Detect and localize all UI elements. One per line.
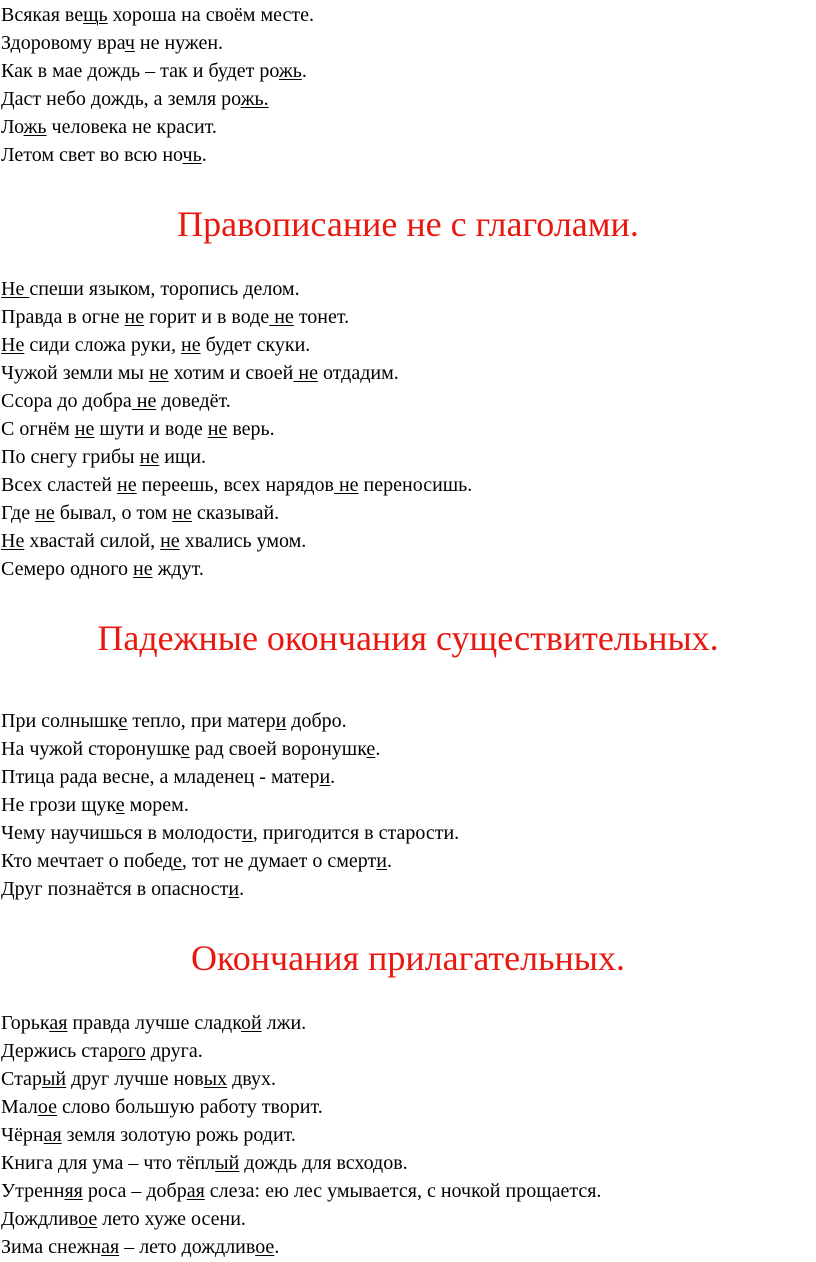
highlighted-spelling: ое [255, 1236, 275, 1258]
text-segment: Правда в огне [1, 306, 125, 328]
text-segment: . [301, 60, 307, 82]
text-segment: двух. [227, 1068, 277, 1090]
text-segment: . [386, 850, 392, 872]
proverb-line [1, 361, 399, 385]
text-segment: При солнышк [1, 710, 119, 732]
highlighted-spelling: ый [41, 1068, 67, 1090]
text-segment: Здоровому вра [1, 32, 125, 54]
section-heading: Окончания прилагательных. [191, 938, 625, 978]
highlighted-spelling: ого [118, 1040, 146, 1062]
proverb-line [1, 59, 307, 83]
text-segment: морем. [124, 794, 189, 816]
proverb-line [1, 115, 217, 139]
highlighted-spelling: Не [1, 530, 25, 552]
section-heading: Правописание не с глаголами. [177, 204, 639, 244]
text-segment: отдадим. [317, 362, 399, 384]
section-heading: Падежные окончания существительных. [97, 618, 719, 658]
text-segment: горит и в воде [144, 306, 270, 328]
proverb-line [1, 1095, 323, 1119]
text-segment: Книга для ума – что тёпл [1, 1152, 216, 1174]
highlighted-spelling: не [131, 390, 157, 412]
highlighted-spelling: не [148, 362, 169, 384]
text-segment: , тот не думает о смерт [181, 850, 377, 872]
text-segment: доведёт. [156, 390, 231, 412]
proverb-line [1, 793, 189, 817]
highlighted-spelling: не [74, 418, 95, 440]
highlighted-spelling: не [133, 558, 153, 580]
highlighted-spelling: и [228, 878, 240, 900]
text-segment: друга. [145, 1040, 203, 1062]
proverb-line [1, 1151, 408, 1175]
text-segment: Ло [1, 116, 24, 138]
highlighted-spelling: е [118, 710, 128, 732]
highlighted-spelling: не [207, 418, 228, 440]
text-segment: бывал, о том [54, 502, 173, 524]
highlighted-spelling: не [333, 474, 359, 496]
text-segment: спеши языком, торопись делом. [29, 278, 300, 300]
proverb-line [1, 501, 279, 525]
text-segment: хороша на своём месте. [107, 4, 314, 26]
proverb-line [1, 1067, 276, 1091]
text-segment: Даст небо дождь, а земля ро [1, 88, 241, 110]
text-segment: хвастай силой, [24, 530, 161, 552]
text-segment: тонет. [293, 306, 350, 328]
text-segment: тепло, при матер [127, 710, 276, 732]
proverb-line [1, 1235, 279, 1259]
proverb-line [1, 529, 306, 553]
highlighted-spelling: ое [78, 1208, 98, 1230]
proverb-line [1, 737, 380, 761]
text-segment: ждут. [152, 558, 204, 580]
text-segment: переносишь. [358, 474, 473, 496]
text-segment: Дождлив [1, 1208, 79, 1230]
text-segment: Друг познаётся в опасност [1, 878, 229, 900]
proverb-line [1, 1207, 246, 1231]
highlighted-spelling: ая [43, 1124, 62, 1146]
text-segment: Как в мае дождь – так и будет ро [1, 60, 279, 82]
text-segment: Всех сластей [1, 474, 118, 496]
text-segment: Держись стар [1, 1040, 119, 1062]
highlighted-spelling: не [117, 474, 137, 496]
text-segment: Семеро одного [1, 558, 134, 580]
proverb-line [1, 417, 275, 441]
text-segment: дождь для всходов. [239, 1152, 408, 1174]
proverb-line [1, 877, 244, 901]
highlighted-spelling: ч [124, 32, 135, 54]
proverb-line [1, 709, 347, 733]
highlighted-spelling: жь. [240, 88, 269, 110]
highlighted-spelling: не [139, 446, 160, 468]
text-segment: Чёрн [1, 1124, 44, 1146]
highlighted-spelling: не [293, 362, 318, 384]
text-segment: сиди сложа руки, [24, 334, 181, 356]
highlighted-spelling: Не [1, 334, 25, 356]
text-segment: роса – добр [82, 1180, 187, 1202]
highlighted-spelling: яя [64, 1180, 83, 1202]
highlighted-spelling: е [180, 738, 190, 760]
highlighted-spelling: жь [23, 116, 47, 138]
text-segment: шути и воде [94, 418, 208, 440]
proverb-line [1, 821, 459, 845]
text-segment: друг лучше нов [66, 1068, 204, 1090]
text-segment: Чему научишься в молодост [1, 822, 242, 844]
text-segment: Летом свет во всю но [1, 144, 183, 166]
highlighted-spelling: не [269, 306, 294, 328]
highlighted-spelling: и [319, 766, 331, 788]
text-segment: , пригодится в старости. [252, 822, 460, 844]
highlighted-spelling: и [242, 822, 253, 844]
proverb-line [1, 305, 349, 329]
proverb-line [1, 765, 335, 789]
highlighted-spelling: ое [37, 1096, 57, 1118]
text-segment: Ссора до добра [1, 390, 132, 412]
text-segment: Где [1, 502, 36, 524]
highlighted-spelling: не [172, 502, 192, 524]
proverb-line [1, 1039, 203, 1063]
text-segment: Кто мечтает о побед [1, 850, 174, 872]
text-segment: Стар [1, 1068, 42, 1090]
text-segment: . [201, 144, 207, 166]
text-segment: человека не красит. [46, 116, 217, 138]
proverb-line [1, 277, 300, 301]
highlighted-spelling: ая [101, 1236, 120, 1258]
text-segment: верь. [227, 418, 275, 440]
text-segment: Утренн [1, 1180, 65, 1202]
highlighted-spelling: не [35, 502, 55, 524]
highlighted-spelling: не [124, 306, 145, 328]
proverb-line [1, 143, 207, 167]
text-segment: На чужой сторонушк [1, 738, 181, 760]
text-segment: . [330, 766, 336, 788]
proverb-line [1, 389, 231, 413]
text-segment: Горьк [1, 1012, 50, 1034]
text-segment: Чужой земли мы [1, 362, 149, 384]
highlighted-spelling: чь [182, 144, 202, 166]
text-segment: хотим и своей [168, 362, 294, 384]
text-segment: С огнём [1, 418, 75, 440]
proverb-line [1, 557, 204, 581]
text-segment: хвались умом. [179, 530, 307, 552]
text-segment: лжи. [261, 1012, 307, 1034]
highlighted-spelling: ая [186, 1180, 205, 1202]
text-segment: . [239, 878, 245, 900]
text-segment: рад своей воронушк [189, 738, 367, 760]
highlighted-spelling: жь [278, 60, 302, 82]
highlighted-spelling: е [173, 850, 182, 872]
text-segment: правда лучше сладк [67, 1012, 241, 1034]
highlighted-spelling: не [181, 334, 201, 356]
proverb-line [1, 473, 472, 497]
text-segment: Мал [1, 1096, 38, 1118]
proverb-line [1, 31, 223, 55]
text-segment: добро. [286, 710, 347, 732]
highlighted-spelling: щь [83, 4, 108, 26]
text-segment: будет скуки. [200, 334, 311, 356]
highlighted-spelling: и [376, 850, 387, 872]
text-segment: Птица рада весне, а младенец - матер [1, 766, 320, 788]
highlighted-spelling: ой [240, 1012, 262, 1034]
proverb-line [1, 849, 392, 873]
text-segment: переешь, всех нарядов [136, 474, 334, 496]
highlighted-spelling: Не [1, 278, 30, 300]
highlighted-spelling: и [275, 710, 287, 732]
proverb-line [1, 1179, 601, 1203]
text-segment: ищи. [159, 446, 207, 468]
text-segment: лето хуже осени. [97, 1208, 246, 1230]
text-segment: не нужен. [134, 32, 224, 54]
text-segment: Всякая ве [1, 4, 84, 26]
proverb-line [1, 1123, 296, 1147]
text-segment: слово большую работу творит. [56, 1096, 323, 1118]
text-segment: . [375, 738, 381, 760]
highlighted-spelling: ая [49, 1012, 68, 1034]
proverb-line [1, 333, 310, 357]
proverb-line [1, 1011, 306, 1035]
text-segment: земля золотую рожь родит. [61, 1124, 296, 1146]
text-segment: По снегу грибы [1, 446, 140, 468]
proverb-line [1, 3, 314, 27]
highlighted-spelling: е [366, 738, 376, 760]
text-segment: . [274, 1236, 280, 1258]
highlighted-spelling: е [115, 794, 125, 816]
highlighted-spelling: ый [215, 1152, 240, 1174]
highlighted-spelling: ых [203, 1068, 228, 1090]
highlighted-spelling: не [160, 530, 180, 552]
text-segment: сказывай. [191, 502, 280, 524]
text-segment: – лето дождлив [119, 1236, 256, 1258]
text-segment: слеза: ею лес умывается, с ночкой прощается. [204, 1180, 602, 1202]
proverb-line [1, 87, 269, 111]
text-segment: Зима снежн [1, 1236, 102, 1258]
text-segment: Не грози щук [1, 794, 116, 816]
proverb-line [1, 445, 206, 469]
